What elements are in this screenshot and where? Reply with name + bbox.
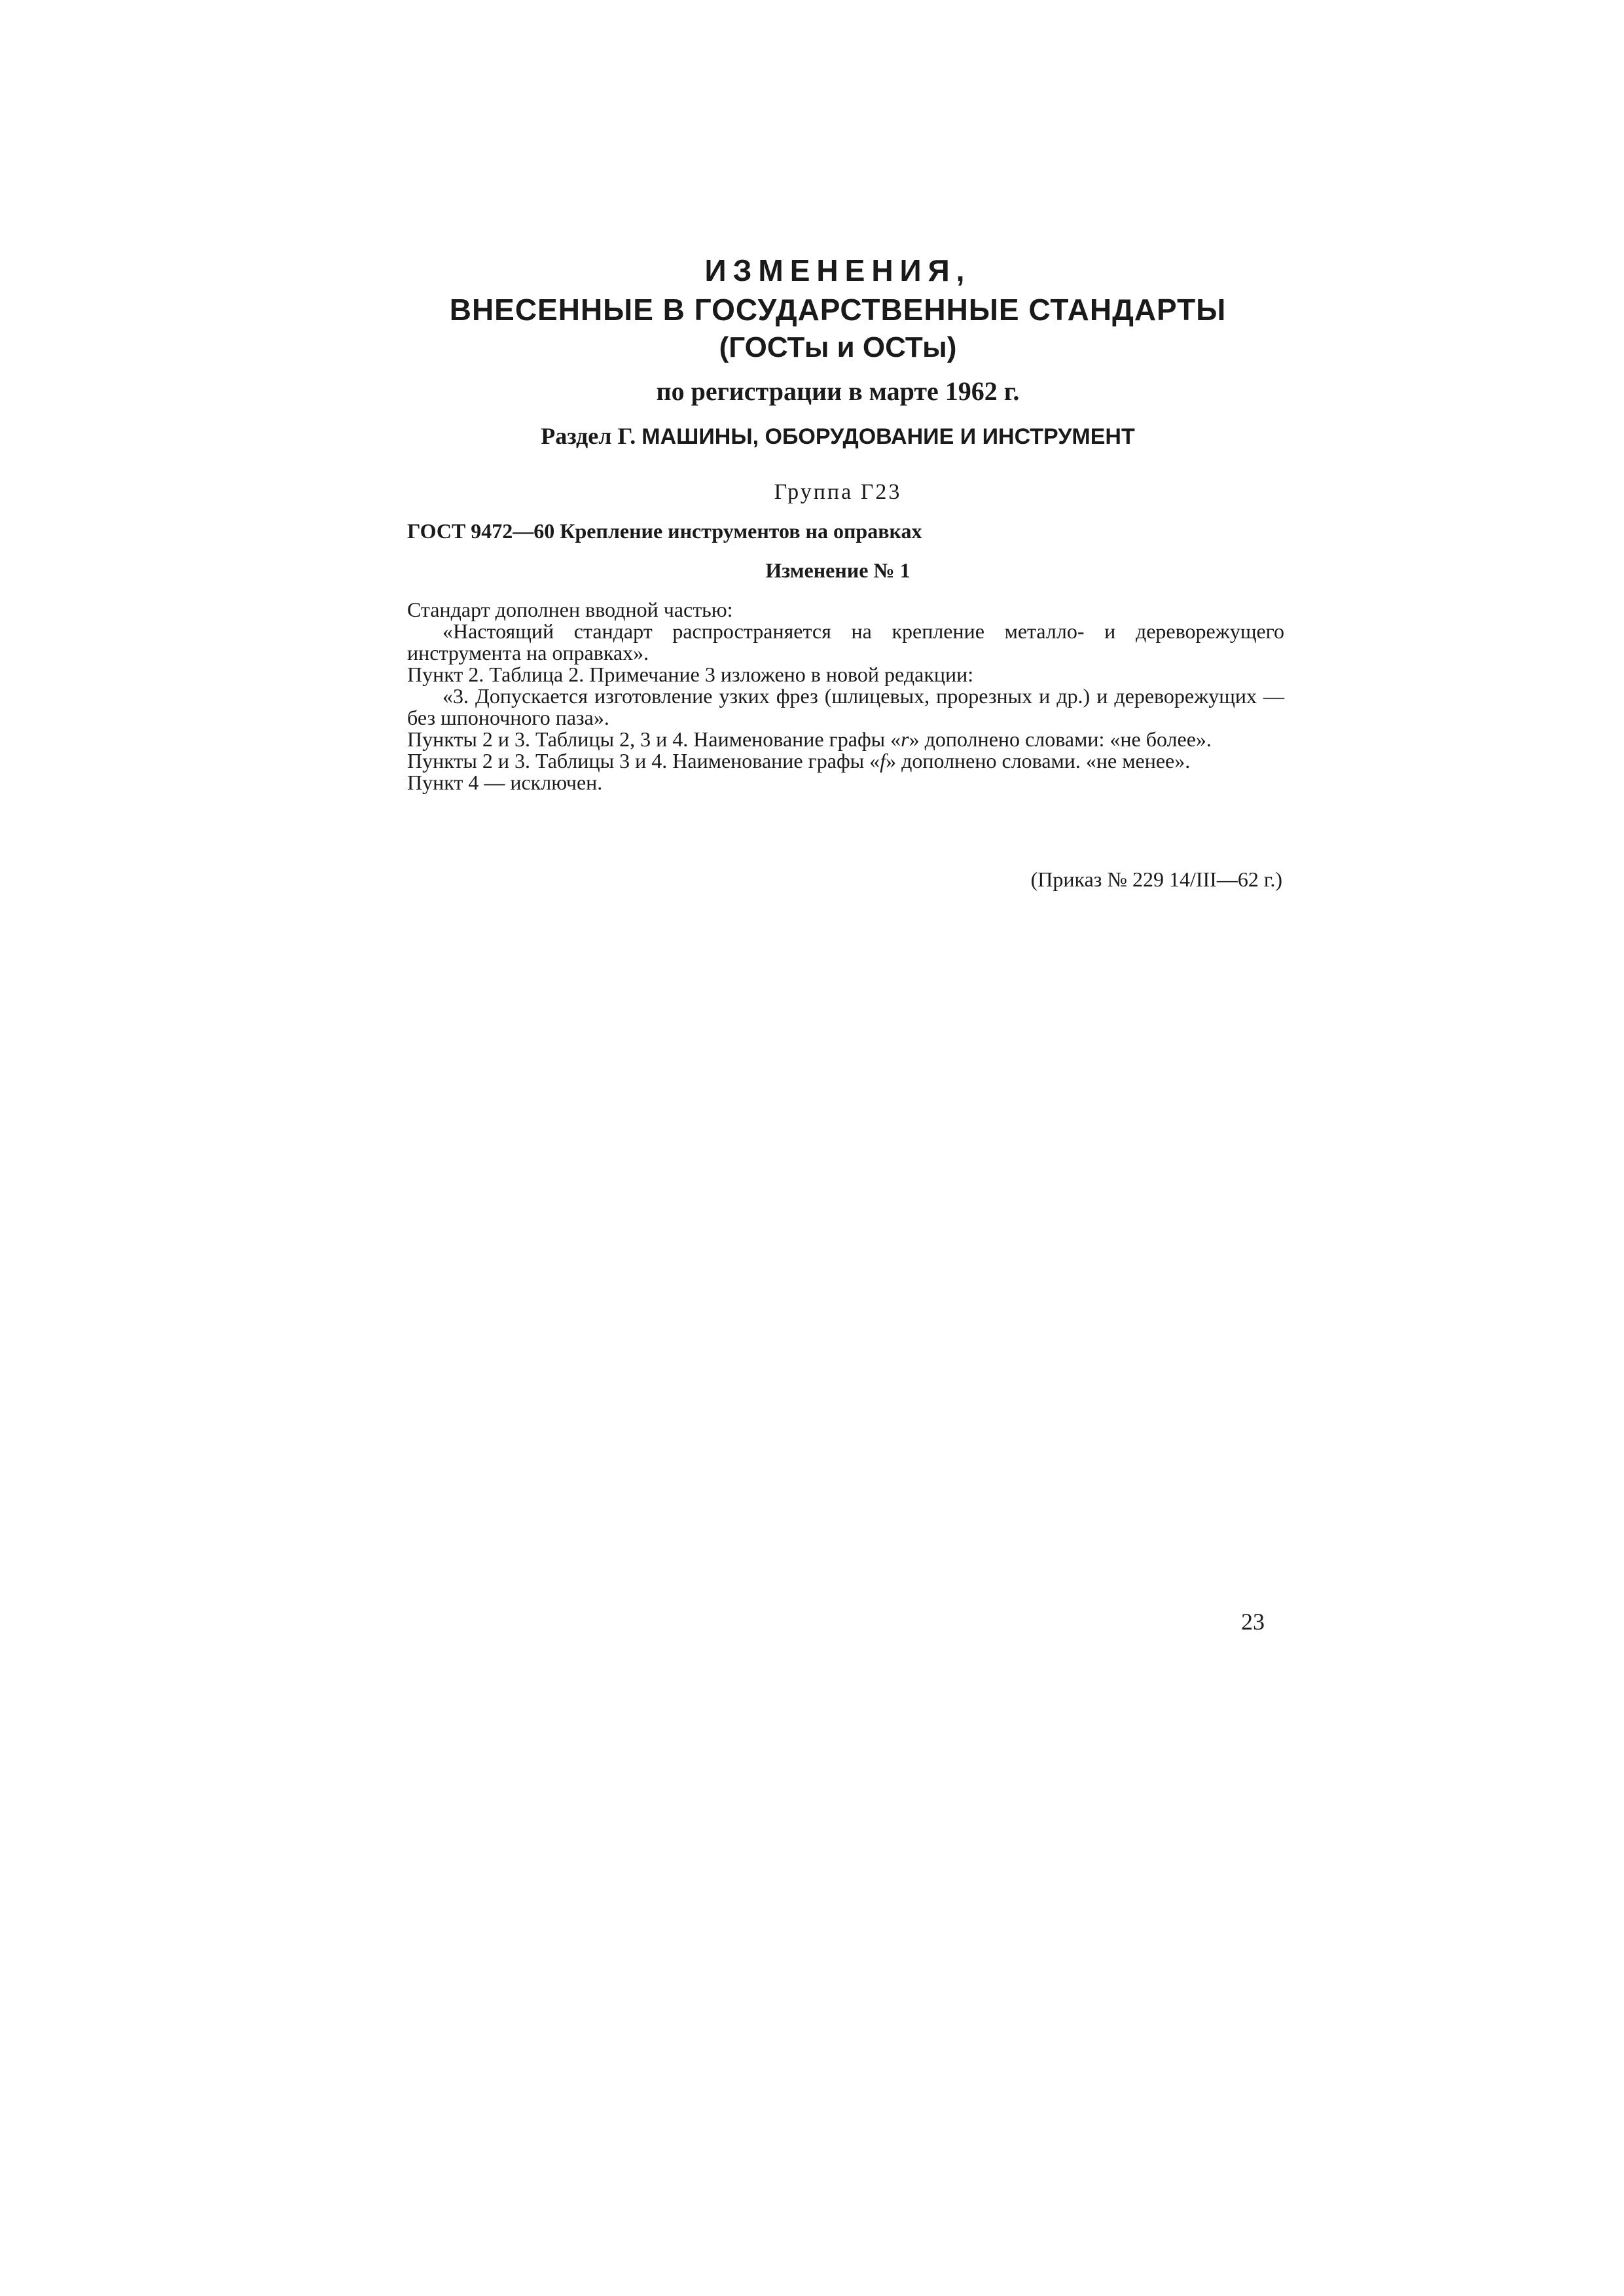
change-body: [407, 599, 1284, 793]
text-span: » дополнено словами. «не менее».: [886, 749, 1191, 773]
section-name: МАШИНЫ, ОБОРУДОВАНИЕ И ИНСТРУМЕНТ: [641, 424, 1135, 449]
section-heading: [393, 421, 1283, 452]
paragraph: [407, 729, 1284, 750]
standard-heading: [407, 517, 922, 545]
text-span: Пункты 2 и 3. Таблицы 3 и 4. Наименование графы «: [407, 749, 880, 773]
standard-name: Крепление инструментов на оправках: [560, 519, 922, 543]
standard-code: ГОСТ 9472—60: [407, 519, 555, 543]
title-line-3: (ГОСТы и ОСТы): [719, 331, 957, 363]
paragraph: «Настоящий стандарт распространяется на крепление металло- и дереворежущего инструмента на оправках».: [407, 619, 1284, 665]
group-label: Группа Г23: [774, 480, 902, 504]
paragraph: [407, 750, 1284, 772]
paragraph: Пункт 4 — исключен.: [407, 771, 603, 794]
paragraph: Пункт 2. Таблица 2. Примечание 3 изложено в новой редакции:: [407, 663, 974, 686]
page-number: 23: [1241, 1609, 1265, 1635]
text-span: Пункты 2 и 3. Таблицы 2, 3 и 4. Наименование графы «: [407, 727, 901, 751]
section-lead: Раздел Г.: [541, 423, 636, 449]
subtitle: по регистрации в марте 1962 г.: [656, 376, 1020, 406]
variable-symbol: r: [901, 727, 909, 751]
order-reference: (Приказ № 229 14/III—62 г.): [1030, 867, 1282, 891]
text-span: » дополнено словами: «не более».: [909, 727, 1212, 751]
change-title: Изменение № 1: [765, 558, 911, 582]
title-line-2: ВНЕСЕННЫЕ В ГОСУДАРСТВЕННЫЕ СТАНДАРТЫ: [449, 293, 1227, 327]
paragraph: «3. Допускается изготовление узких фрез (шлицевых, прорезных и др.) и дереворежущих — без шпоночного паза».: [407, 684, 1284, 729]
title-line-1: ИЗМЕНЕНИЯ,: [704, 253, 971, 287]
variable-symbol: f: [880, 749, 886, 773]
paragraph: Стандарт дополнен вводной частью:: [407, 598, 733, 621]
